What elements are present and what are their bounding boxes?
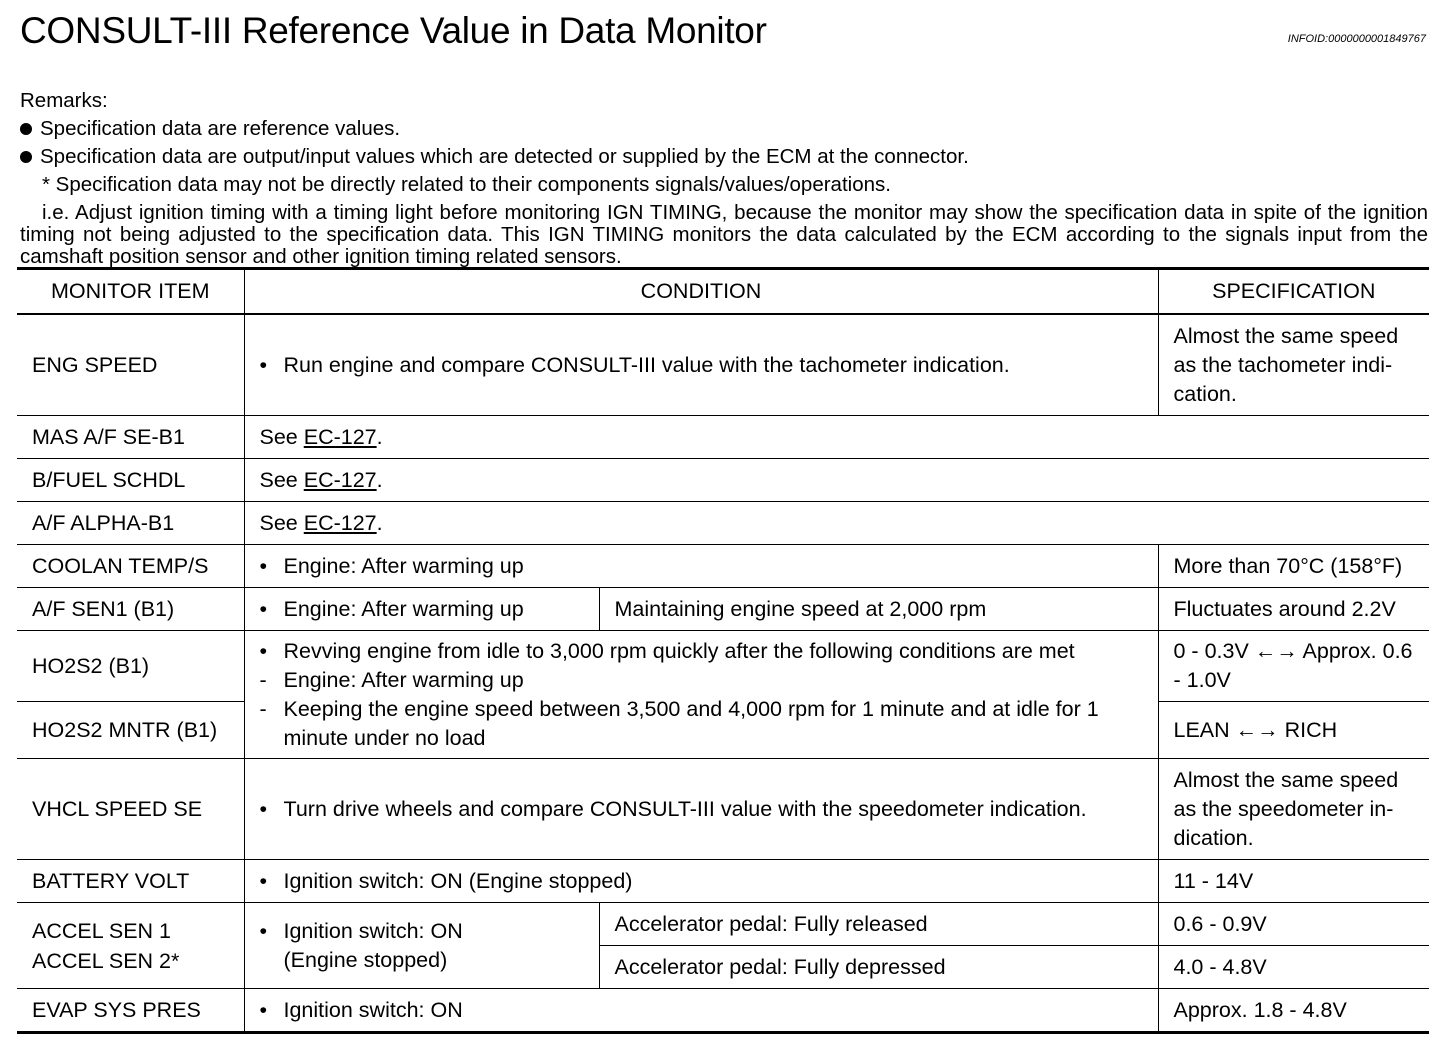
page-title: CONSULT-III Reference Value in Data Monitor — [20, 10, 767, 51]
table-row — [17, 989, 1429, 1033]
bullet-mark: • — [259, 553, 268, 578]
table-row — [17, 545, 1429, 588]
bullet-mark: • — [259, 918, 268, 943]
condition-cell — [244, 502, 1429, 545]
sub-condition-cell: Accelerator pedal: Fully depressed — [599, 946, 1158, 989]
item-cell: HO2S2 MNTR (B1) — [17, 702, 244, 759]
condition-cell — [244, 860, 1158, 903]
bullet-mark: • — [259, 638, 268, 663]
sub-condition-cell: Maintaining engine speed at 2,000 rpm — [599, 588, 1158, 631]
item-cell: B/FUEL SCHDL — [17, 459, 244, 502]
spec-cell: LEAN ←→ RICH — [1158, 702, 1429, 759]
spec-cell: 0 - 0.3V ←→ Approx. 0.6 - 1.0V — [1158, 631, 1429, 702]
condition-text: Engine: After warming up — [283, 596, 524, 621]
spec-cell: Fluctuates around 2.2V — [1158, 588, 1429, 631]
table-row — [17, 588, 1429, 631]
see-text: See — [259, 510, 304, 535]
item-text-2: ACCEL SEN 2* — [32, 948, 180, 973]
period-text: . — [376, 467, 383, 492]
item-cell: VHCL SPEED SE — [17, 759, 244, 860]
reference-link[interactable]: EC-127 — [303, 510, 377, 535]
condition-text: Turn drive wheels and compare CONSULT-III value with the speedometer indication. — [283, 796, 1087, 821]
condition-text: Engine: After warming up — [283, 553, 524, 578]
table-row — [17, 759, 1429, 860]
spec-cell: Almost the same speed as the speedometer in- dication. — [1158, 759, 1429, 860]
header-condition: CONDITION — [244, 269, 1158, 315]
spec-cell: More than 70°C (158°F) — [1158, 545, 1429, 588]
remarks-heading: Remarks: — [20, 89, 108, 112]
spec-cell: Approx. 1.8 - 4.8V — [1158, 989, 1429, 1033]
remarks-bullet-1 — [20, 115, 1428, 143]
spec-cell: 4.0 - 4.8V — [1158, 946, 1429, 989]
condition-text: Ignition switch: ON (Engine stopped) — [283, 868, 633, 893]
table-row — [17, 903, 1429, 946]
item-cell: EVAP SYS PRES — [17, 989, 244, 1033]
bullet-mark: • — [259, 352, 268, 377]
spec-cell: 11 - 14V — [1158, 860, 1429, 903]
condition-cell — [244, 759, 1158, 860]
item-cell: MAS A/F SE-B1 — [17, 416, 244, 459]
item-cell: COOLAN TEMP/S — [17, 545, 244, 588]
condition-cell — [244, 459, 1429, 502]
spec-cell: Almost the same speed as the tachometer indi- cation. — [1158, 314, 1429, 416]
condition-sub-text: Engine: After warming up — [283, 667, 524, 692]
item-cell — [17, 903, 244, 989]
table-row — [17, 502, 1429, 545]
bullet-mark: • — [259, 596, 268, 621]
item-cell: HO2S2 (B1) — [17, 631, 244, 702]
header-monitor-item: MONITOR ITEM — [17, 269, 244, 315]
condition-cell — [244, 545, 1158, 588]
bullet-icon — [20, 123, 32, 135]
condition-cell — [244, 416, 1429, 459]
remarks-bullet-2-text: Specification data are output/input values which are detected or supplied by the ECM at the connector. — [40, 145, 969, 168]
condition-text-2: (Engine stopped) — [283, 947, 448, 972]
remarks-bullet-1-text: Specification data are reference values. — [40, 117, 401, 140]
see-text: See — [259, 467, 304, 492]
table-row — [17, 860, 1429, 903]
spec-cell: 0.6 - 0.9V — [1158, 903, 1429, 946]
bullet-mark: • — [259, 997, 268, 1022]
bullet-mark: • — [259, 868, 268, 893]
item-cell: A/F SEN1 (B1) — [17, 588, 244, 631]
table-row — [17, 416, 1429, 459]
item-text-1: ACCEL SEN 1 — [32, 918, 172, 943]
condition-text: Run engine and compare CONSULT-III value with the tachometer indication. — [283, 352, 1010, 377]
period-text: . — [376, 424, 383, 449]
info-id: INFOID:0000000001849767 — [1287, 33, 1426, 45]
condition-text: Revving engine from idle to 3,000 rpm quickly after the following conditions are met — [283, 638, 1075, 663]
condition-cell — [244, 903, 599, 989]
period-text: . — [376, 510, 383, 535]
item-cell: BATTERY VOLT — [17, 860, 244, 903]
header-specification: SPECIFICATION — [1158, 269, 1429, 315]
monitor-table — [17, 267, 1429, 1034]
remarks-bullet-2 — [20, 143, 1428, 171]
table-row — [17, 314, 1429, 416]
item-cell: A/F ALPHA-B1 — [17, 502, 244, 545]
reference-link[interactable]: EC-127 — [303, 424, 377, 449]
table-header-row — [17, 269, 1429, 315]
dash-mark: - — [259, 667, 267, 692]
condition-cell — [244, 989, 1158, 1033]
see-text: See — [259, 424, 304, 449]
remarks-note: * Specification data may not be directly related to their components signals/values/operations. — [42, 173, 891, 196]
table-row — [17, 459, 1429, 502]
sub-condition-cell: Accelerator pedal: Fully released — [599, 903, 1158, 946]
remarks-paragraph: i.e. Adjust ignition timing with a timing light before monitoring IGN TIMING, because the monitor may show the specification data in spite of the ignition timing not being adjusted to the specification data. This IGN TIMING monitors the data calculated by the ECM according to the signals input from the camshaft position sensor and other ignition timing related sensors. — [20, 201, 1428, 268]
item-cell: ENG SPEED — [17, 314, 244, 416]
condition-cell — [244, 588, 599, 631]
condition-sub-text: Keeping the engine speed between 3,500 and 4,000 rpm for 1 minute and at idle for 1 minute under no load — [283, 696, 1099, 750]
bullet-mark: • — [259, 796, 268, 821]
bullet-icon — [20, 151, 32, 163]
condition-cell — [244, 631, 1158, 759]
reference-link[interactable]: EC-127 — [303, 467, 377, 492]
remarks-section — [20, 87, 1428, 268]
condition-text: Ignition switch: ON — [283, 918, 463, 943]
condition-text: Ignition switch: ON — [283, 997, 463, 1022]
condition-cell — [244, 314, 1158, 416]
table-row — [17, 631, 1429, 702]
dash-mark: - — [259, 696, 267, 721]
